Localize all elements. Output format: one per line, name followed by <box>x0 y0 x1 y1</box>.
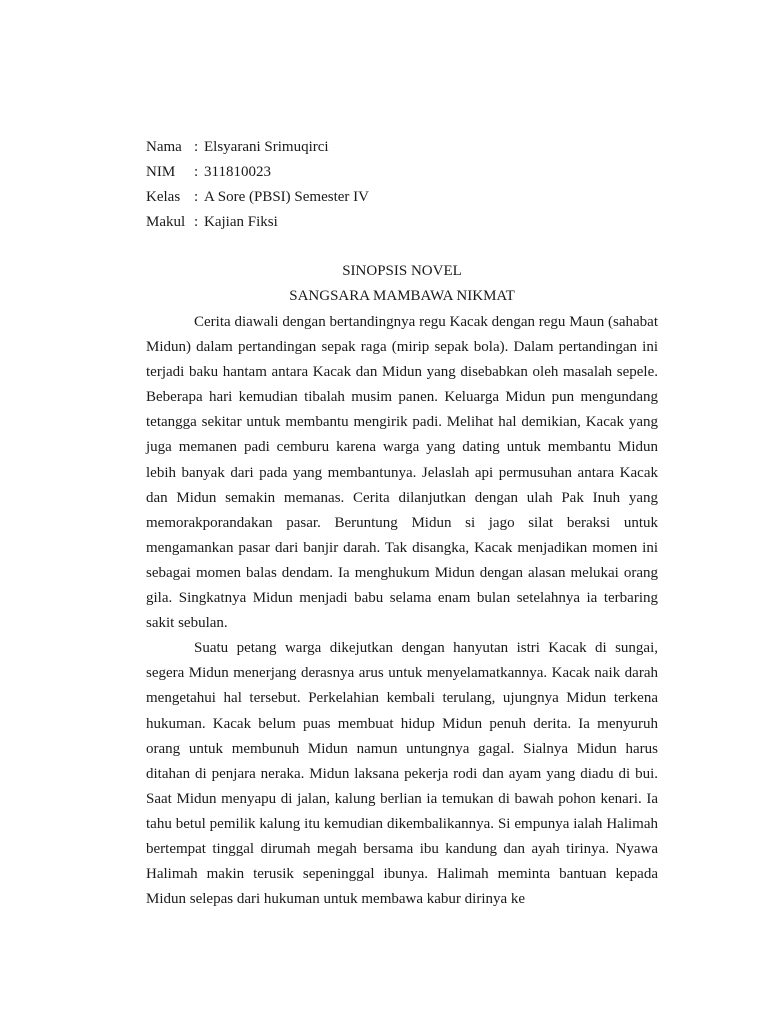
nim-value: 311810023 <box>204 164 271 180</box>
makul-value: Kajian Fiksi <box>204 214 278 230</box>
makul-row <box>146 210 369 235</box>
nim-row <box>146 160 369 185</box>
makul-label: Makul <box>146 214 186 230</box>
nama-colon: : <box>194 139 199 155</box>
synopsis-body <box>146 310 658 912</box>
document-title <box>146 259 658 309</box>
kelas-row <box>146 185 369 210</box>
kelas-value: A Sore (PBSI) Semester IV <box>204 189 369 205</box>
nim-label: NIM <box>146 164 176 180</box>
title-line-1: SINOPSIS NOVEL <box>342 263 462 279</box>
title-line-2: SANGSARA MAMBAWA NIKMAT <box>289 288 515 304</box>
kelas-colon: : <box>194 189 199 205</box>
nama-value: Elsyarani Srimuqirci <box>204 139 329 155</box>
makul-colon: : <box>194 214 199 230</box>
paragraph-2: Suatu petang warga dikejutkan dengan hanyutan istri Kacak di sungai, segera Midun menerjang derasnya arus untuk menyelamatkannya. Kacak naik darah mengetahui hal tersebut. Perkelahian kembali terulang, ujungnya Midun terkena hukuman. Kacak belum puas membuat hidup Midun penuh derita. Ia menyuruh orang untuk membunuh Midun namun untungnya gagal. Sialnya Midun harus ditahan di penjara neraka. Midun laksana pekerja rodi dan ayam yang diadu di bui. Saat Midun menyapu di jalan, kalung berlian ia temukan di bawah pohon kenari. Ia tahu betul pemilik kalung itu kemudian dikembalikannya. Si empunya ialah Halimah bertempat tinggal dirumah megah bersama ibu kandung dan ayah tirinya. Nyawa Halimah makin terusik sepeninggal ibunya. Halimah meminta bantuan kepada Midun selepas dari hukuman untuk membawa kabur dirinya ke <box>146 640 658 908</box>
paragraph-1: Cerita diawali dengan bertandingnya regu Kacak dengan regu Maun (sahabat Midun) dalam pertandingan sepak raga (mirip sepak bola). Dalam pertandingan ini terjadi baku hantam antara Kacak dan Midun yang disebabkan oleh masalah sepele. Beberapa hari kemudian tibalah musim panen. Keluarga Midun pun mengundang tetangga sekitar untuk membantu mengirik padi. Melihat hal demikian, Kacak yang juga memanen padi cemburu karena warga yang dating untuk membantu Midun lebih banyak dari pada yang membantunya. Jelaslah api permusuhan antara Kacak dan Midun semakin memanas. Cerita dilanjutkan dengan ulah Pak Inuh yang memorakporandakan pasar. Beruntung Midun si jago silat beraksi untuk mengamankan pasar dari banjir darah. Tak disangka, Kacak menjadikan momen ini sebagai momen balas dendam. Ia menghukum Midun dengan alasan melukai orang gila. Singkatnya Midun menjadi babu selama enam bulan setelahnya ia terbaring sakit sebulan. <box>146 314 658 632</box>
nim-colon: : <box>194 164 199 180</box>
student-identity <box>146 135 369 235</box>
nama-row <box>146 135 369 160</box>
kelas-label: Kelas <box>146 189 181 205</box>
nama-label: Nama <box>146 139 182 155</box>
